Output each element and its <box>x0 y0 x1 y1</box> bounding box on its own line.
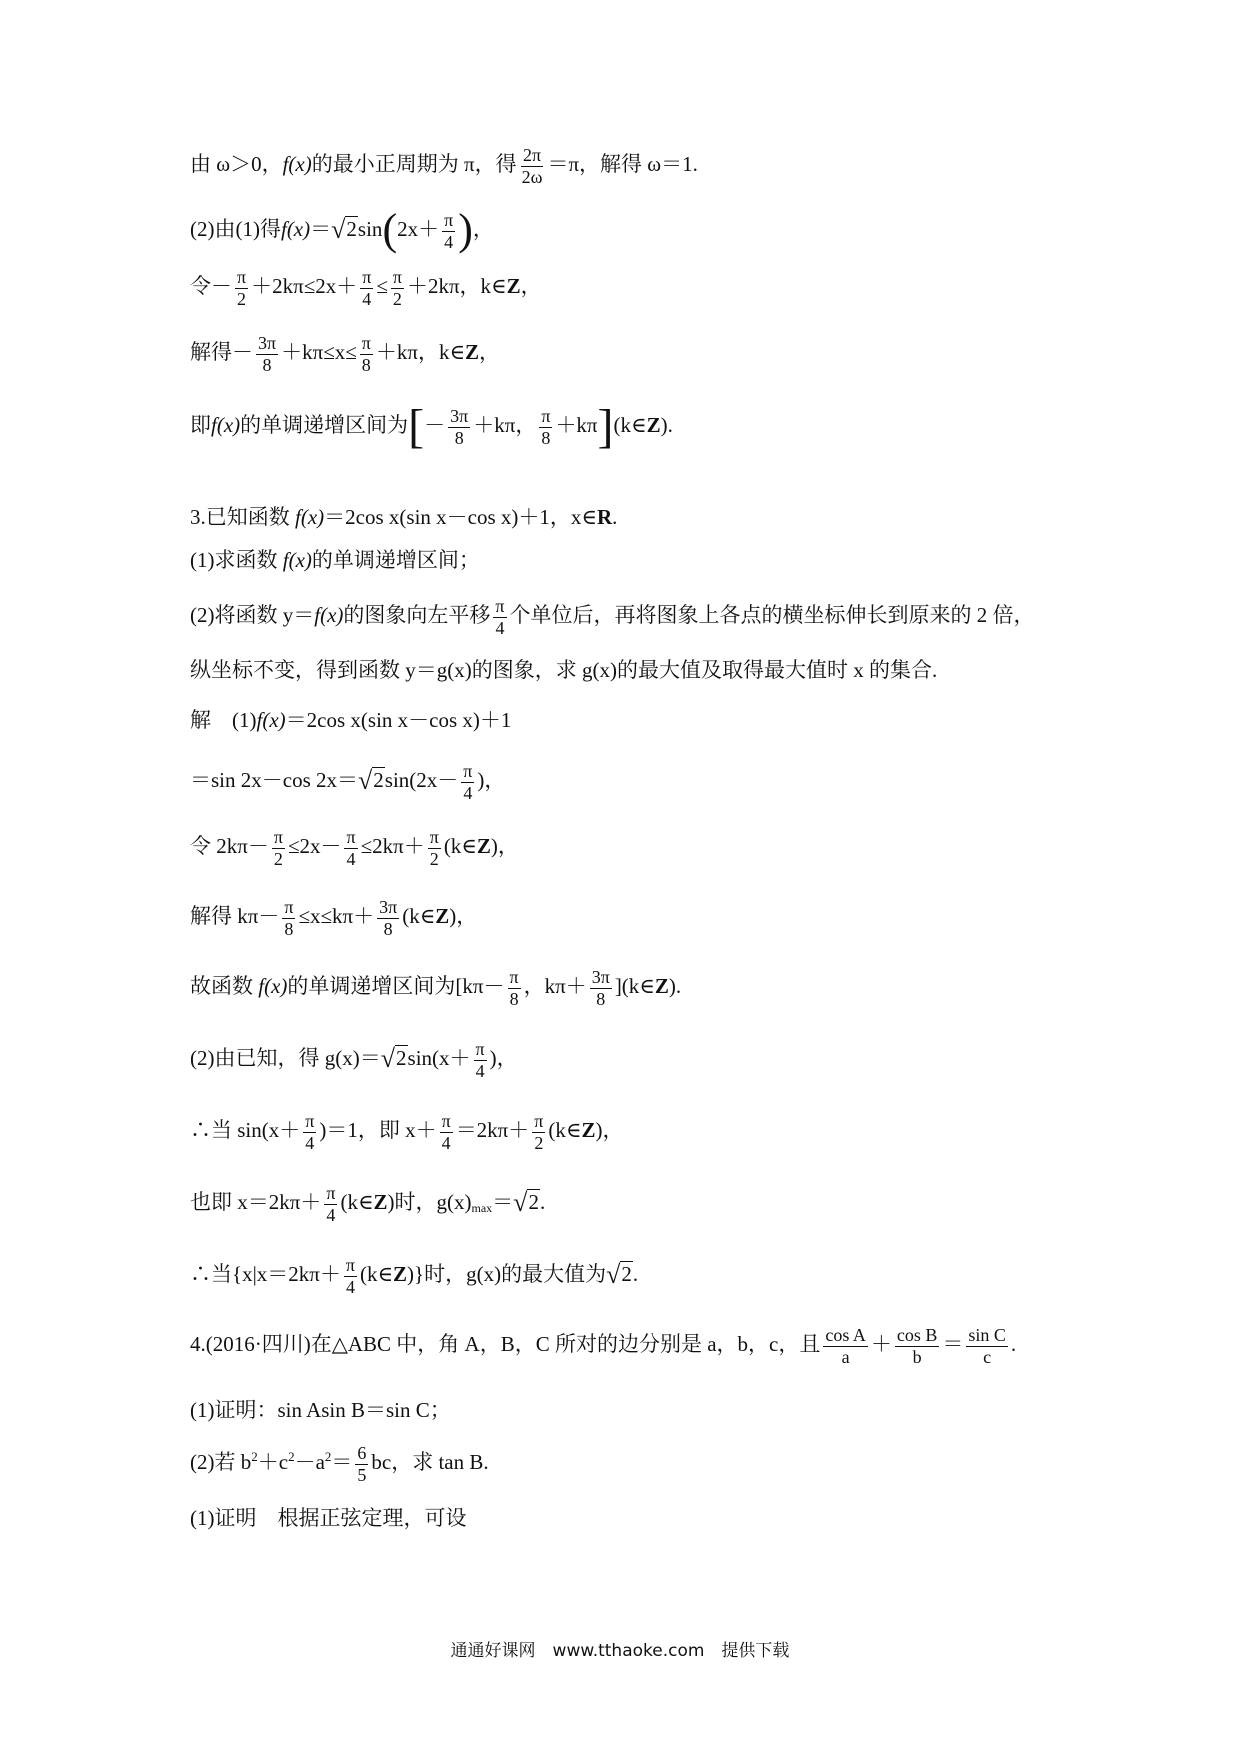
solution-line-solve: 解得－ $\frac{3\pi}{8}$ ＋kπ≤x≤ $\frac{\pi}{8}$ ＋kπ，k∈Z， <box>190 333 501 375</box>
solution-3-line-9: ∴当{x|x＝2kπ＋ $\frac{\pi}{4}$ (k∈Z)}时，g(x)的最大值为√2. <box>190 1255 639 1297</box>
problem-4-part-1: (1)证明：sin Asin B＝sin C； <box>190 1398 451 1422</box>
solution-3-line-2: ＝sin 2x－cos 2x＝√2sin(2x－ $\frac{\pi}{4}$ )， <box>190 761 506 803</box>
solution-3-line-8: 也即 x＝2kπ＋ $\frac{\pi}{4}$ (k∈Z)时，$g(x)_{max}=√2$. <box>190 1183 546 1225</box>
sqrt: √2 <box>331 215 357 244</box>
solution-3-line-5: 故函数 f(x)的单调递增区间为[kπ－ $\frac{\pi}{8}$ ，kπ＋ $\frac{3\pi}{8}$ ](k∈Z). <box>190 967 682 1009</box>
fraction: $\frac{2\pi}{2\omega}$ <box>521 145 543 187</box>
page-footer: 通通好课网 www.tthaoke.com 提供下载 <box>450 1641 790 1661</box>
problem-4-part-2: (2)若 $b^2+c^2-a^2=$ $\frac{6}{5}$ bc，求 tan B. <box>190 1443 489 1485</box>
solution-3-line-3: 令 2kπ－ $\frac{\pi}{2}$ ≤2x－ $\frac{\pi}{4}$ ≤2kπ＋ $\frac{\pi}{2}$ (k∈Z)， <box>190 827 519 869</box>
solution-3-line-7: ∴当 sin(x＋ $\frac{\pi}{4}$ )＝1，即 x＋ $\frac{\pi}{4}$ ＝2kπ＋ $\frac{\pi}{2}$ (k∈Z)， <box>190 1111 624 1153</box>
problem-3-statement: 3.已知函数 f(x)＝2cos x(sin x－cos x)＋1，x∈R. <box>190 505 618 529</box>
problem-3-part-2: (2)将函数 y＝f(x)的图象向左平移 $\frac{\pi}{4}$ 个单位后，再将图象上各点的横坐标伸长到原来的 2 倍， <box>190 596 1035 638</box>
solution-3-line-4: 解得 kπ－ $\frac{\pi}{8}$ ≤x≤kπ＋ $\frac{3\pi}{8}$ (k∈Z)， <box>190 897 478 939</box>
problem-4-statement: 4.(2016·四川)在△ABC 中，角 A，B，C 所对的边分别是 a，b，c，且 $\frac{\text{cos A}}{a}$ ＋ $\frac{\text{cos B}}{b}$ ＝ $\frac{\text{sin C}}{c}$ . <box>190 1325 1017 1367</box>
solution-3-line-1: 解 (1)f(x)＝2cos x(sin x－cos x)＋1 <box>190 708 512 732</box>
problem-3-part-1: (1)求函数 f(x)的单调递增区间； <box>190 548 480 572</box>
solution-line-interval: 即f(x)的单调递增区间为[－ $\frac{3\pi}{8}$ ＋kπ， $\frac{\pi}{8}$ ＋kπ](k∈Z). <box>190 400 673 453</box>
solution-line-inequality: 令－ $\frac{\pi}{2}$ ＋2kπ≤2x＋ $\frac{\pi}{4}$ ≤ $\frac{\pi}{2}$ ＋2kπ，k∈Z， <box>190 267 542 309</box>
solution-3-line-6: (2)由已知，得 g(x)＝√2sin(x＋ $\frac{\pi}{4}$ )， <box>190 1039 518 1081</box>
problem-3-part-2-cont: 纵坐标不变，得到函数 y＝g(x)的图象，求 g(x)的最大值及取得最大值时 x 的集合. <box>190 658 938 682</box>
solution-line-fx: (2)由(1)得f(x)＝√2sin(2x＋ $\frac{\pi}{4}$ )， <box>190 205 494 254</box>
solution-line-period: 由 ω＞0，f(x)的最小正周期为 π，得 $\frac{2\pi}{2\omega}$ ＝π，解得 ω＝1. <box>190 145 698 187</box>
solution-4-start: (1)证明 根据正弦定理，可设 <box>190 1506 467 1530</box>
